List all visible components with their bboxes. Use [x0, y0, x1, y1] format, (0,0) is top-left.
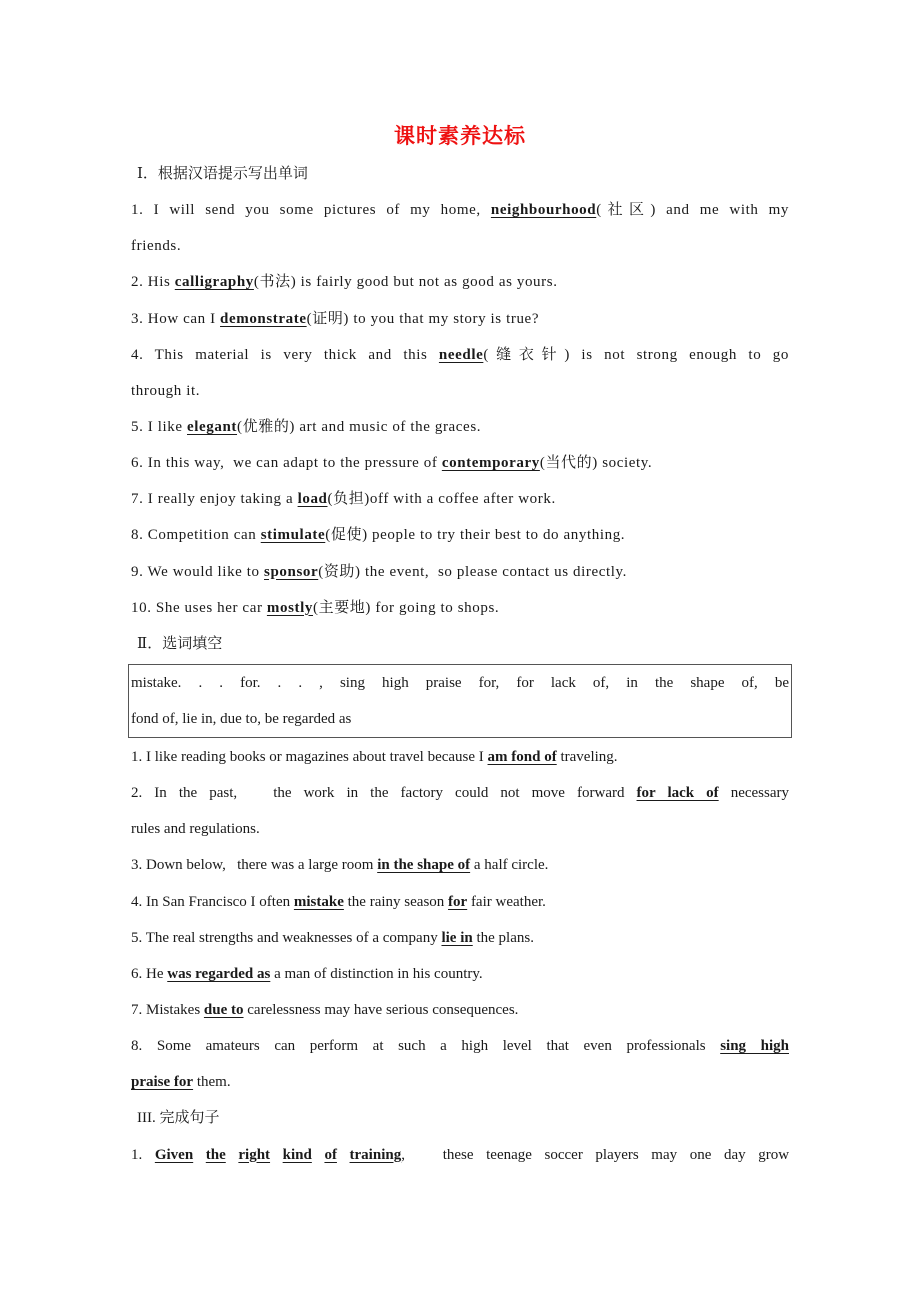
exercise-item [131, 192, 789, 264]
item-text: 10. She uses her car [131, 599, 267, 616]
item-line [131, 554, 789, 590]
answer-text: elegant [187, 418, 238, 435]
item-text: (负担)off with a coffee after work. [327, 491, 556, 508]
item-text: (证明) to you that my story is true? [306, 310, 540, 327]
item-line [131, 481, 789, 517]
item-text: 8. Competition can [131, 527, 261, 544]
exercise-item [131, 739, 789, 775]
word-bank-box [128, 664, 792, 738]
item-text: through it. [131, 382, 201, 399]
answer-text: mostly [266, 599, 314, 616]
item-line [131, 739, 789, 775]
item-text: 9. We would like to [131, 563, 265, 580]
word-bank-line: mistake. . . for. . . , sing high praise for, for lack of, in the shape of, be [131, 674, 789, 691]
item-text: , these teenage soccer players may one day grow [401, 1146, 790, 1163]
exercise-item [131, 409, 789, 445]
document-page [131, 116, 789, 1173]
item-line [131, 192, 789, 228]
answer-text: lie in [441, 929, 473, 946]
item-text: fair weather. [467, 893, 546, 910]
exercise-item [131, 992, 789, 1028]
item-text: 2. In the past, the work in the factory could not move forward [131, 785, 637, 802]
exercise-item [131, 956, 789, 992]
item-line [131, 1137, 789, 1173]
item-text: 3. How can I [131, 310, 221, 327]
answer-text: for lack of [636, 785, 719, 802]
item-line [131, 1064, 789, 1100]
exercise-section [131, 1100, 789, 1172]
answer-text: calligraphy [174, 274, 254, 291]
answer-text: needle [438, 346, 484, 363]
item-line [131, 373, 789, 409]
item-text: (社区) and me with my [596, 202, 789, 219]
item-line [131, 884, 789, 920]
answer-text: sponsor [264, 563, 319, 580]
answer-text: kind [282, 1146, 312, 1163]
item-line [131, 409, 789, 445]
answer-text: for [448, 893, 468, 910]
exercise-section [131, 156, 789, 626]
item-text: (主要地) for going to shops. [313, 599, 500, 616]
exercise-item [131, 1028, 789, 1100]
item-text: friends. [131, 238, 182, 255]
exercise-item [131, 481, 789, 517]
document-body [131, 156, 789, 1173]
item-text: rules and regulations. [131, 821, 260, 838]
exercise-item [131, 264, 789, 300]
answer-text: stimulate [260, 527, 326, 544]
page-title: 课时素养达标 [394, 124, 526, 148]
item-line [131, 956, 789, 992]
item-text: 5. I like [131, 418, 187, 435]
item-line [131, 920, 789, 956]
exercise-item [131, 301, 789, 337]
item-text: 3. Down below, there was a large room [131, 857, 378, 874]
exercise-item [131, 517, 789, 553]
item-text [193, 1147, 206, 1163]
item-text: carelessness may have serious consequences. [243, 1001, 519, 1018]
exercise-item [131, 847, 789, 883]
exercise-item [131, 590, 789, 626]
answer-text: the [205, 1146, 226, 1163]
item-line [131, 847, 789, 883]
item-text: (促使) people to try their best to do anything. [325, 527, 626, 544]
item-line [131, 264, 789, 300]
section-heading: Ⅱ．选词填空 [137, 635, 223, 652]
answer-text: was regarded as [167, 965, 271, 982]
exercise-section [131, 626, 789, 1101]
answer-text: of [324, 1146, 337, 1163]
item-text: (资助) the event, so please contact us directly. [318, 563, 628, 580]
item-text: traveling. [556, 748, 618, 765]
item-text: 1. I like reading books or magazines about travel because I [131, 748, 488, 765]
item-text [337, 1147, 350, 1163]
item-text: necessary [718, 785, 789, 802]
word-bank-line: fond of, lie in, due to, be regarded as [131, 710, 352, 727]
exercise-item [131, 920, 789, 956]
answer-text: load [297, 491, 328, 508]
item-line [131, 517, 789, 553]
item-text: 7. I really enjoy taking a [131, 491, 298, 508]
item-line [131, 337, 789, 373]
item-text: 7. Mistakes [131, 1001, 204, 1018]
item-text: 4. This material is very thick and this [131, 346, 439, 363]
item-text: 5. The real strengths and weaknesses of a company [131, 929, 442, 946]
section-heading: III. 完成句子 [137, 1110, 220, 1127]
item-line [131, 992, 789, 1028]
answer-text: am fond of [487, 748, 557, 765]
answer-text: training [349, 1146, 402, 1163]
item-text: (当代的) society. [539, 455, 653, 472]
item-text: them. [193, 1074, 231, 1091]
item-text [312, 1147, 325, 1163]
item-text: (缝衣针) is not strong enough to go [483, 346, 789, 363]
item-text: the plans. [472, 929, 534, 946]
item-line [131, 228, 789, 264]
item-text [270, 1147, 283, 1163]
answer-text: demonstrate [220, 310, 307, 327]
answer-text: neighbourhood [490, 202, 597, 219]
item-text: the rainy season [343, 893, 449, 910]
answer-text: due to [203, 1001, 244, 1018]
item-line [131, 1028, 789, 1064]
answer-text: in the shape of [377, 857, 471, 874]
exercise-item [131, 337, 789, 409]
item-text: (优雅的) art and music of the graces. [237, 418, 482, 435]
item-text: 2. His [131, 274, 175, 291]
exercise-item [131, 554, 789, 590]
answer-text: sing high [720, 1038, 789, 1055]
answer-text: mistake [293, 893, 344, 910]
item-line [131, 445, 789, 481]
item-text: 1. I will send you some pictures of my home, [131, 202, 491, 219]
item-text: a half circle. [470, 857, 549, 874]
item-text: 4. In San Francisco I often [131, 893, 294, 910]
item-text: (书法) is fairly good but not as good as yours. [253, 274, 558, 291]
section-heading: Ⅰ．根据汉语提示写出单词 [137, 166, 308, 182]
item-line [131, 811, 789, 847]
exercise-item [131, 445, 789, 481]
item-text [226, 1147, 239, 1163]
item-text: 8. Some amateurs can perform at such a high level that even professionals [131, 1038, 721, 1055]
answer-text: praise for [131, 1074, 194, 1091]
item-line [131, 301, 789, 337]
answer-text: Given [154, 1146, 194, 1163]
answer-text: contemporary [441, 455, 540, 472]
item-line [131, 590, 789, 626]
item-text: 6. In this way, we can adapt to the pressure of [131, 455, 442, 472]
item-text: 6. He [131, 965, 168, 982]
exercise-item [131, 884, 789, 920]
item-line [131, 775, 789, 811]
item-text: a man of distinction in his country. [270, 965, 483, 982]
answer-text: right [238, 1146, 271, 1163]
item-text: 1. [131, 1146, 155, 1163]
exercise-item [131, 775, 789, 847]
exercise-item [131, 1137, 789, 1173]
